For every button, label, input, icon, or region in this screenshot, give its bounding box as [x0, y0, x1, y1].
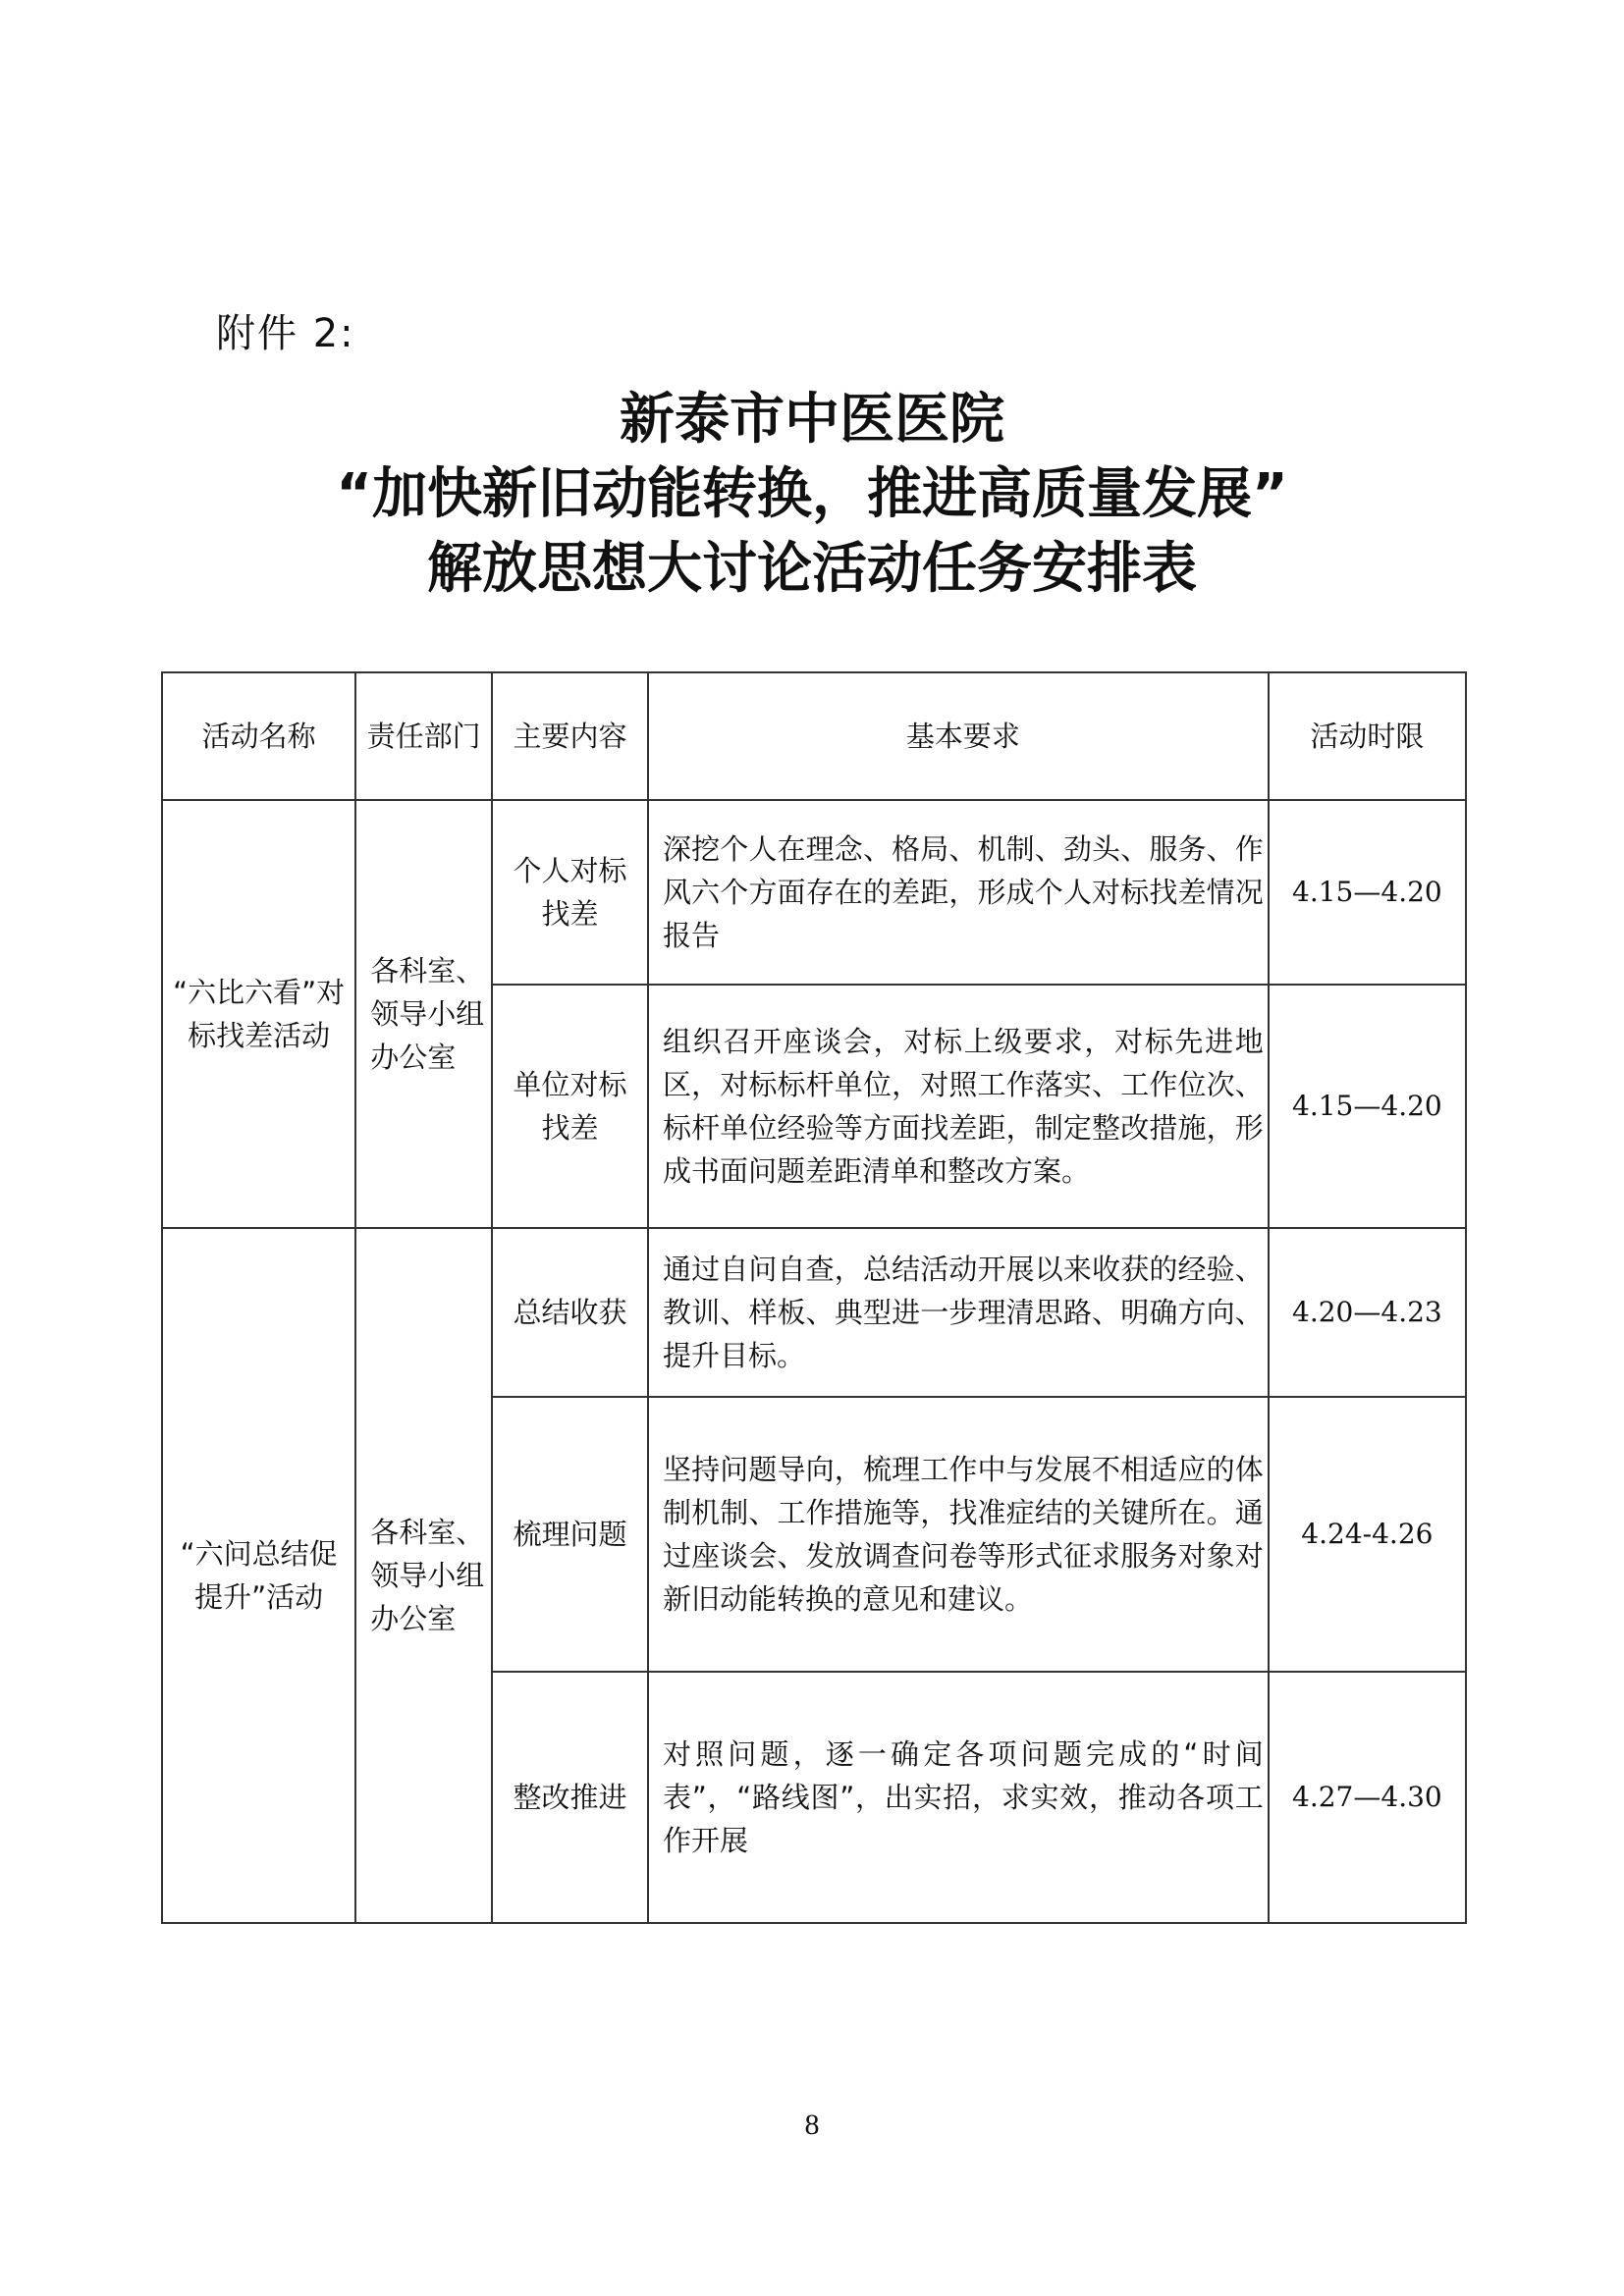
time-cell: 4.27—4.30 [1269, 1672, 1466, 1923]
table-header-row [162, 672, 1466, 800]
activity-name-cell: “六比六看”对标找差活动 [162, 800, 355, 1228]
page-number: 8 [804, 2109, 820, 2141]
title-line-3: 解放思想大讨论活动任务安排表 [427, 537, 1197, 601]
responsible-dept-cell: 各科室、领导小组办公室 [355, 800, 492, 1228]
requirement-cell: 对照问题，逐一确定各项问题完成的“时间表”，“路线图”，出实招，求实效，推动各项工作开展 [648, 1672, 1269, 1923]
content-cell: 梳理问题 [492, 1397, 648, 1672]
table-row [162, 800, 1466, 985]
time-cell: 4.20—4.23 [1269, 1228, 1466, 1397]
header-time: 活动时限 [1269, 672, 1466, 800]
requirement-cell: 深挖个人在理念、格局、机制、劲头、服务、作风六个方面存在的差距，形成个人对标找差情况报告 [648, 800, 1269, 985]
content-cell: 总结收获 [492, 1228, 648, 1397]
content-cell: 个人对标找差 [492, 800, 648, 985]
header-requirement: 基本要求 [648, 672, 1269, 800]
responsible-dept-cell: 各科室、领导小组办公室 [355, 1228, 492, 1923]
document-title [0, 383, 1624, 607]
header-activity: 活动名称 [162, 672, 355, 800]
header-content: 主要内容 [492, 672, 648, 800]
content-cell: 整改推进 [492, 1672, 648, 1923]
requirement-cell: 通过自问自查，总结活动开展以来收获的经验、教训、样板、典型进一步理清思路、明确方向、提升目标。 [648, 1228, 1269, 1397]
attachment-label: 附件 2: [216, 311, 355, 356]
activity-name-cell: “六问总结促提升”活动 [162, 1228, 355, 1923]
table-row [162, 1228, 1466, 1397]
task-schedule-table [161, 671, 1467, 1924]
header-dept: 责任部门 [355, 672, 492, 800]
time-cell: 4.15—4.20 [1269, 985, 1466, 1228]
content-cell: 单位对标找差 [492, 985, 648, 1228]
requirement-cell: 坚持问题导向，梳理工作中与发展不相适应的体制机制、工作措施等，找准症结的关键所在。通过座谈会、发放调查问卷等形式征求服务对象对新旧动能转换的意见和建议。 [648, 1397, 1269, 1672]
time-cell: 4.24-4.26 [1269, 1397, 1466, 1672]
requirement-cell: 组织召开座谈会，对标上级要求，对标先进地区，对标标杆单位，对照工作落实、工作位次、标杆单位经验等方面找差距，制定整改措施，形成书面问题差距清单和整改方案。 [648, 985, 1269, 1228]
title-line-1: 新泰市中医医院 [620, 388, 1004, 452]
time-cell: 4.15—4.20 [1269, 800, 1466, 985]
title-line-2: “加快新旧动能转换，推进高质量发展” [336, 462, 1288, 526]
